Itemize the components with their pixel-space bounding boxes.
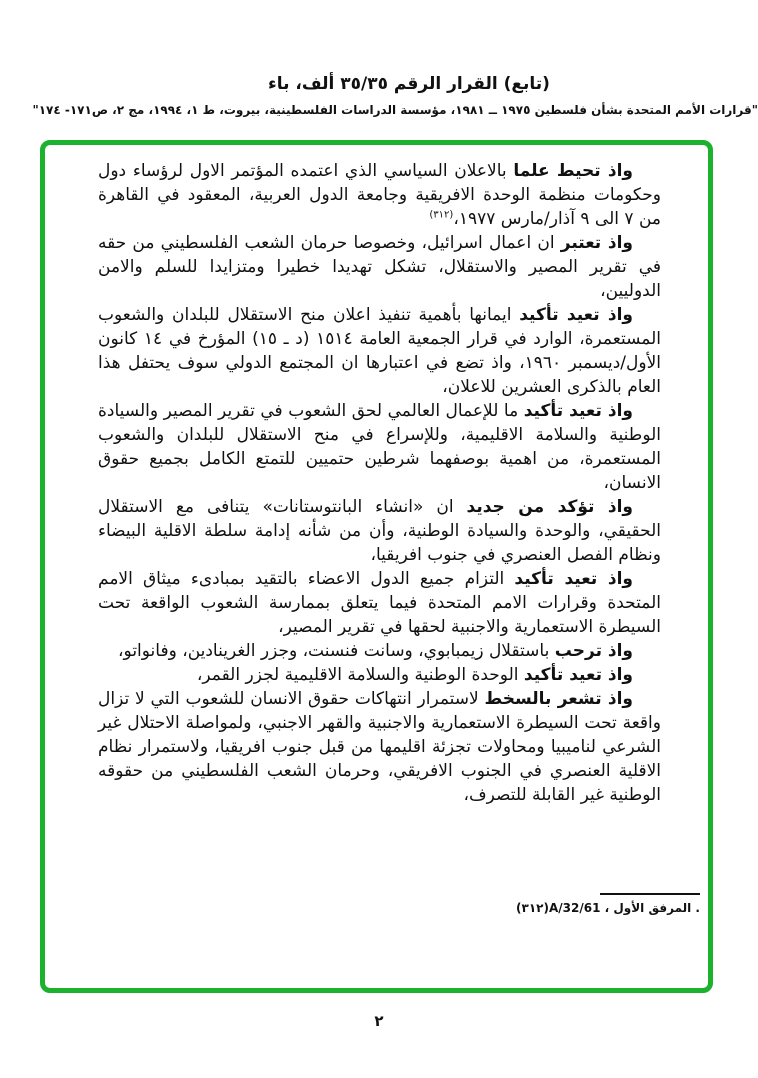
paragraph-lead: واذ تشعر بالسخط (484, 689, 633, 709)
paragraph-text: ان اعمال اسرائيل، وخصوصا حرمان الشعب الفلسطيني من حقه في تقرير المصير والاستقلال، تشكل تهديدا خطيرا ومتزايدا للسلم والامن الدوليين، (98, 233, 661, 301)
footnote-text (400, 901, 700, 915)
paragraph-text: باستقلال زيمبابوي، وسانت فنسنت، وجزر الغرينادين، وفانواتو، (118, 641, 555, 661)
paragraph-lead: واذ تحيط علما (513, 161, 633, 181)
resolution-paragraph (98, 399, 661, 495)
document-subtitle: "قرارات الأمم المتحدة بشأن فلسطين ١٩٧٥ ــ ١٩٨١، مؤسسة الدراسات الفلسطينية، بيروت، ط ١، ١٩٩٤، مج ٢، ص١٧١- ١٧٤" (32, 103, 758, 117)
resolution-paragraph (98, 231, 661, 303)
paragraph-lead: واذ تعيد تأكيد (523, 665, 633, 685)
footnote (400, 893, 700, 915)
paragraph-lead: واذ تؤكد من جديد (466, 497, 633, 517)
paragraph-text: لاستمرار انتهاكات حقوق الانسان للشعوب التي لا تزال واقعة تحت السيطرة الاستعمارية والاجنبية والقهر الاجنبي، ولمواصلة الاحتلال غير الشرعي لناميبيا ومحاولات تجزئة اقليمها من قبل جنوب افريقيا، ولاستمرار نظام الاقلية العنصري في الجنوب الافريقي، وحرمان الشعب الفلسطيني من حقوقه الوطنية غير القابلة للتصرف، (98, 689, 661, 805)
paragraph-lead: واذ ترحب (554, 641, 633, 661)
paragraph-text: التزام جميع الدول الاعضاء بالتقيد بمبادىء ميثاق الامم المتحدة وقرارات الامم المتحدة فيما يتعلق بممارسة الشعوب الواقعة تحت السيطرة الاستعمارية والاجنبية لحقها في تقرير المصير، (98, 569, 661, 637)
resolution-body (98, 159, 661, 807)
resolution-paragraph (98, 567, 661, 639)
resolution-paragraph (98, 303, 661, 399)
paragraph-lead: واذ تعيد تأكيد (514, 569, 633, 589)
resolution-paragraph (98, 159, 661, 231)
resolution-paragraph (98, 495, 661, 567)
paragraph-text: ايمانها بأهمية تنفيذ اعلان منح الاستقلال للبلدان والشعوب المستعمرة، الوارد في قرار الجمعية العامة ١٥١٤ (د ـ ١٥) المؤرخ في ١٤ كانون الأول/ديسمبر ١٩٦٠، واذ تضع في اعتبارها ان المجتمع الدولي سوف يحتفل هذا العام بالذكرى العشرين للاعلان، (98, 305, 661, 397)
paragraph-text: بالاعلان السياسي الذي اعتمده المؤتمر الاول لرؤساء دول وحكومات منظمة الوحدة الافريقية وجامعة الدول العربية، المعقود في القاهرة من ٧ الى ٩ آذار/مارس ١٩٧٧، (98, 161, 661, 229)
resolution-paragraph (98, 639, 661, 663)
paragraph-text: الوحدة الوطنية والسلامة الاقليمية لجزر القمر، (196, 665, 524, 685)
paragraph-text: ان «انشاء البانتوستانات» يتنافى مع الاستقلال الحقيقي، والوحدة والسيادة الوطنية، وأن من شأنه إدامة سلطة الاقلية البيضاء ونظام الفصل العنصري في جنوب افريقيا، (98, 497, 661, 565)
document-title: (تابع) القرار الرقم ٣٥/٣٥ ألف، باء (268, 74, 550, 94)
footnote-separator (600, 893, 700, 895)
footnote-reference: (٣١٢) (429, 209, 454, 221)
paragraph-lead: واذ تعتبر (560, 233, 633, 253)
content-frame (40, 140, 713, 993)
resolution-paragraph (98, 687, 661, 807)
paragraph-text: ما للإعمال العالمي لحق الشعوب في تقرير المصير والسيادة الوطنية والسلامة الاقليمية، وللإسراع في منح الاستقلال للبلدان والشعوب المستعمرة، من اهمية بوصفهما شرطين حتميين للتمتع الكامل بجميع حقوق الانسان، (98, 401, 661, 493)
paragraph-lead: واذ تعيد تأكيد (523, 401, 633, 421)
resolution-paragraph (98, 663, 661, 687)
paragraph-lead: واذ تعيد تأكيد (519, 305, 633, 325)
page-number: ٢ (374, 1012, 384, 1030)
footnote-citation: A/32/61 ، المرفق الأول . (548, 901, 700, 915)
footnote-number: (٣١٢) (516, 901, 549, 915)
page-header (32, 74, 758, 117)
